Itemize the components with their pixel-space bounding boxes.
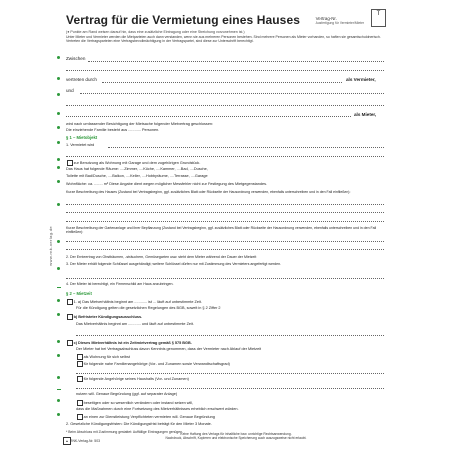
landlord-representative-field[interactable] (102, 82, 342, 83)
household-use-row (76, 376, 189, 382)
rental-contract-page (62, 4, 390, 446)
s2-1b-text: b) Befristeter Kündigungsausschluss. (73, 314, 143, 319)
footer-disclaimer (146, 432, 326, 440)
s2-1a-text: 1. a) Das Mietverhältnis beginnt am ............ ist ... läuft auf unbestimmte Zeit. (73, 299, 202, 304)
entry-marker (57, 413, 60, 416)
service-text: an einen zur Dienstleistung Verpflichteten vermieten will. Genaue Begründung (83, 414, 215, 419)
entry-marker (57, 56, 60, 59)
landlord-name-field[interactable] (88, 61, 384, 62)
rooms-row: Das Haus hat folgende Räume: ....Zimmer, ....Küche, ....Kammer, ....Bad, ....Dusche, (66, 167, 208, 171)
entry-marker (57, 376, 60, 379)
reason-row: nutzen will. Genaue Begründung (ggf. auf separater Anlage) (76, 392, 178, 396)
keys-field[interactable] (66, 278, 384, 279)
footer-sub: Nachdruck, Abschrift, Kopieren und elektronische Speicherung auch auszugsweise nicht erlaubt. (165, 436, 307, 440)
publisher-website: www.rnk-verlag.de (48, 226, 53, 266)
entry-marker (57, 299, 60, 302)
contract-number-box[interactable] (316, 16, 364, 25)
notice-period-row: 2. Gesetzliche Kündigungsfristen: Die Kündigungsfrist beträgt für den Mieter 3 Monate. (66, 422, 212, 426)
entry-marker (57, 240, 60, 243)
vertreten-label: vertreten durch (66, 77, 97, 82)
document-subtitle: (● Punkte am Rand weisen darauf hin, dass eine zusätzliche Eintragung oder eine Streichung vorzunehmen ist.) (66, 30, 245, 34)
section-2-heading: § 2 – Mietzeit (66, 291, 92, 296)
bottom-left-note: * Beim Abschluss mit Zustimmung gestattet: Auffällige Eintragungen genügen. (66, 430, 183, 434)
household-names-field[interactable] (76, 388, 384, 389)
landlord-address-field[interactable] (66, 70, 384, 71)
s2-1a (66, 299, 202, 305)
publisher-number: RNK-Verlag-Nr. 503 (70, 439, 100, 443)
family-names-field[interactable] (76, 373, 384, 374)
family-use-checkbox[interactable] (77, 361, 83, 367)
family-use-row (76, 361, 230, 367)
self-use-checkbox[interactable] (77, 354, 83, 360)
entry-marker (57, 180, 60, 183)
entry-marker (57, 126, 60, 129)
remove-row (76, 400, 193, 406)
garden-description-text: Kurze Beschreibung der Gartenanlage und ihrer Bepflanzung (Zustand bei Vertragsbeginn, ggf. zusätzliches Blatt oder Rückseite der Hausordnung verwenden, ebenfalls unterschreiben und in den Fall einfließen): (66, 226, 377, 234)
option-1b-checkbox[interactable] (67, 314, 73, 320)
rented-object-field[interactable] (108, 147, 384, 148)
contract-number-sub: Ausfertigung für Vermieter/Mieter (315, 21, 364, 25)
option-1c-checkbox[interactable] (67, 340, 73, 346)
entry-marker (57, 399, 60, 402)
measures-row: dass die Maßnahmen durch eine Fortsetzung des Mietverhältnisses erheblich erschwert würden. (76, 407, 239, 411)
section-marker (57, 389, 61, 390)
als-vermieter-label: als Vermieter, (346, 77, 376, 82)
house-description-text: Kurze Beschreibung des Hauses (Zustand bei Vertragsbeginn, ggf. zusätzliches Blatt oder Rückseite der Hausordnung verwenden, ebenfalls unterschreiben und in den Fall einfließen): (66, 190, 351, 194)
harvest-item: 2. Der Ernteertrag von Obstbäumen, -sträuchern, Gemüsegarten usw. steht dem Mieter während der Dauer der Mietzeit (66, 255, 257, 259)
family-line: Die einziehende Familie besteht aus ............ Personen. (66, 128, 160, 132)
living-area-row: Wohnfläche: ca. ........ m² Diese Angabe dient wegen möglicher Messfehler nicht zur Festlegung des Mietgegenstandes. (66, 182, 268, 186)
tenant-address-field[interactable] (66, 105, 384, 106)
section-1-heading: § 1 – Mietobjekt (66, 135, 98, 140)
s2-1c-text: c) Dieses Mietverhältnis ist ein Zeitmietvertrag gemäß § 575 BGB. (73, 340, 192, 345)
agreement-line: wird nach umfassender Besichtigung der Mietsache folgender Mietvertrag geschlossen: (66, 122, 214, 126)
remove-checkbox[interactable] (77, 400, 83, 406)
rooms-row-2: Toilette mit Bad/Dusche, ....Balkon, ....Keller, ....Hobbyräume, ....Terrasse, ....Garage (66, 174, 208, 178)
publisher-logo-icon: ▲ (63, 437, 71, 445)
garden-description-field[interactable] (66, 241, 384, 242)
keys-item: 3. Der Mieter erhält folgende Schlüssel ausgehändigt; weitere Schlüssel dürfen nur mit Zustimmung des Vermieters angefertigt werden. (66, 262, 282, 266)
s2-1c-note: Der Mieter hat bei Vertragsabschluss davon Kenntnis genommen, dass der Vermieter nach Ablauf der Mietzeit (76, 347, 262, 351)
entry-marker (57, 313, 60, 316)
entry-marker (57, 77, 60, 80)
service-row (76, 414, 215, 420)
document-title: Vertrag für die Vermietung eines Hauses (66, 13, 300, 27)
und-label: und (66, 88, 74, 93)
self-use-text: als Wohnung für sich selbst (83, 354, 130, 359)
tenant-name-field[interactable] (80, 93, 384, 94)
entry-marker (57, 141, 60, 144)
house-description-field-3[interactable] (66, 221, 384, 222)
entry-marker (57, 354, 60, 357)
house-description-field-2[interactable] (66, 212, 384, 213)
entry-marker (57, 112, 60, 115)
s2-1a-note: Für die Kündigung gelten die gesetzlichen Regelungen des BGB, soweit in § 2 Ziffer 2 (76, 306, 221, 310)
usage-text: zur Benutzung als Wohnung mit Garage und dem zugehörigen Grundstück. (73, 160, 201, 165)
footer-note: Keine Haftung des Verlags für inhaltliche bzw. unrichtige Rechtsanwendung. (180, 432, 292, 436)
form-letter-badge: T (371, 9, 386, 27)
usage-checkbox[interactable] (67, 160, 73, 166)
sign-item: 4. Der Mieter ist berechtigt, ein Firmenschild am Haus anzubringen. (66, 282, 174, 286)
option-1a-checkbox[interactable] (67, 299, 73, 305)
contract-number-label: Vertrag-Nr. (315, 16, 337, 21)
intro-text: Unter Mieter und Vermieter werden die Mietparteien auch dann verstanden, wenn sie aus mehreren Personen bestehen. Sind mehrere Personen als Mieter vorhanden, so haften sie gesamtschuldnerisch. Vertreten die Vertragsparteien eine Vertragsbevollmächtigung in der Vertragspartei, sind diese zur Unterschrift berechtigt. (66, 35, 381, 44)
family-use-text: für folgende nahe Familienangehörige (Vor- und Zunamen sowie Verwandtschaftsgrad) (83, 361, 230, 366)
rented-object-field-2[interactable] (66, 156, 384, 157)
kuendigungsausschluss-field[interactable] (76, 335, 384, 336)
s2-1c (66, 340, 192, 346)
usage-row (66, 160, 200, 166)
s2-1b-note: Das Mietverhältnis beginnt am ............ und läuft auf unbestimmte Zeit. (76, 322, 194, 326)
tenant-address-field-2[interactable] (66, 116, 351, 117)
household-use-text: für folgende Angehörige seines Haushalts (Vor- und Zunamen) (83, 376, 189, 381)
section-marker (57, 287, 61, 288)
garden-description-field-2[interactable] (66, 249, 384, 250)
entry-marker (57, 158, 60, 161)
s2-1b (66, 314, 142, 320)
zwischen-label: Zwischen (66, 56, 86, 61)
remove-text: beseitigen oder so wesentlich verändern oder instand setzen will, (83, 400, 194, 405)
s1-item-0: 1. Vermietet wird (66, 143, 95, 147)
household-use-checkbox[interactable] (77, 376, 83, 382)
service-checkbox[interactable] (77, 414, 83, 420)
entry-marker (57, 93, 60, 96)
self-use-row (76, 354, 130, 360)
house-description-field[interactable] (66, 204, 384, 205)
entry-marker (57, 203, 60, 206)
entry-marker (57, 340, 60, 343)
entry-marker (57, 166, 60, 169)
entry-marker (57, 267, 60, 270)
als-mieter-label: als Mieter, (354, 112, 377, 117)
